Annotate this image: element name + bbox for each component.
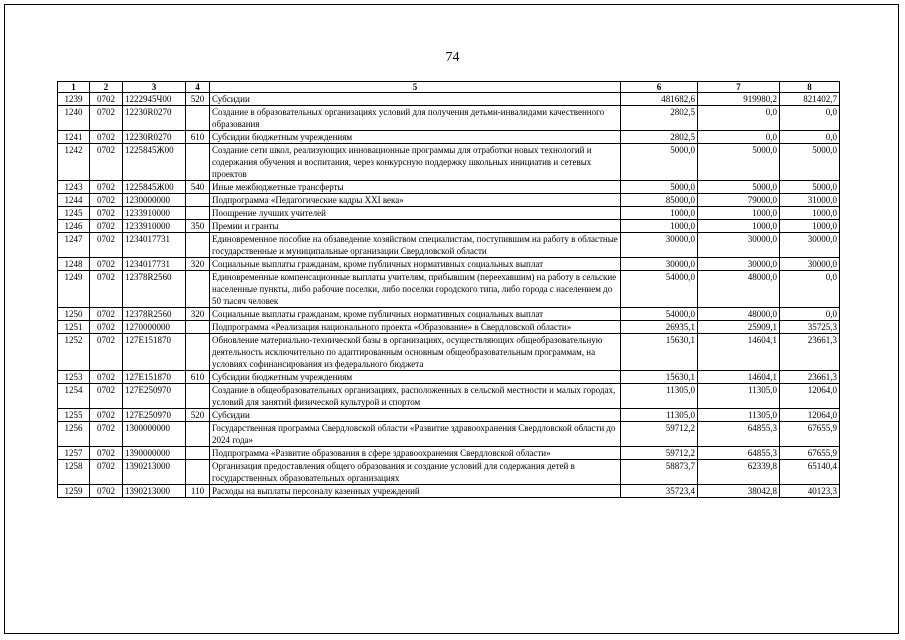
section-code-cell: 0702 <box>90 220 123 233</box>
amount-2023-cell: 30000,0 <box>698 233 780 258</box>
amount-2024-cell: 1000,0 <box>780 207 840 220</box>
amount-2023-cell: 25909,1 <box>698 321 780 334</box>
target-article-cell: 127E151870 <box>123 334 186 371</box>
expense-type-cell: 110 <box>186 485 210 498</box>
amount-2022-cell: 26935,1 <box>621 321 698 334</box>
header-cell: 6 <box>621 82 698 93</box>
section-code-cell: 0702 <box>90 271 123 308</box>
row-number-cell: 1259 <box>58 485 90 498</box>
expense-type-cell <box>186 207 210 220</box>
header-cell: 8 <box>780 82 840 93</box>
description-cell: Социальные выплаты гражданам, кроме публичных нормативных социальных выплат <box>210 308 621 321</box>
row-number-cell: 1252 <box>58 334 90 371</box>
table-row <box>58 258 840 271</box>
description-cell: Премии и гранты <box>210 220 621 233</box>
expense-type-cell <box>186 384 210 409</box>
section-code-cell: 0702 <box>90 334 123 371</box>
amount-2023-cell: 1000,0 <box>698 207 780 220</box>
amount-2022-cell: 35723,4 <box>621 485 698 498</box>
target-article-cell: 127E151870 <box>123 371 186 384</box>
amount-2022-cell: 11305,0 <box>621 384 698 409</box>
description-cell: Поощрение лучших учителей <box>210 207 621 220</box>
target-article-cell: 1222945Ч00 <box>123 93 186 106</box>
section-code-cell: 0702 <box>90 106 123 131</box>
description-cell: Государственная программа Свердловской области «Развитие здравоохранения Свердловской области до 2024 года» <box>210 422 621 447</box>
table-row <box>58 233 840 258</box>
expense-type-cell <box>186 422 210 447</box>
table-row <box>58 207 840 220</box>
section-code-cell: 0702 <box>90 371 123 384</box>
table-row <box>58 106 840 131</box>
amount-2024-cell: 0,0 <box>780 308 840 321</box>
description-cell: Создание в общеобразовательных организациях, расположенных в сельской местности и малых городах, условий для занятий физической культурой и спортом <box>210 384 621 409</box>
description-cell: Расходы на выплаты персоналу казенных учреждений <box>210 485 621 498</box>
expense-type-cell: 610 <box>186 131 210 144</box>
expense-type-cell <box>186 334 210 371</box>
target-article-cell: 1225845Ж00 <box>123 181 186 194</box>
table-row <box>58 485 840 498</box>
section-code-cell: 0702 <box>90 384 123 409</box>
amount-2023-cell: 919980,2 <box>698 93 780 106</box>
row-number-cell: 1246 <box>58 220 90 233</box>
target-article-cell: 1234017731 <box>123 233 186 258</box>
amount-2023-cell: 14604,1 <box>698 371 780 384</box>
table-row <box>58 194 840 207</box>
description-cell: Подпрограмма «Развитие образования в сфере здравоохранения Свердловской области» <box>210 447 621 460</box>
table-row <box>58 93 840 106</box>
amount-2024-cell: 5000,0 <box>780 144 840 181</box>
amount-2022-cell: 1000,0 <box>621 207 698 220</box>
section-code-cell: 0702 <box>90 181 123 194</box>
description-cell: Обновление материально-технической базы в организациях, осуществляющих общеобразовательную деятельность исключительно по адаптированным основным общеобразовательным программам, на условиях софинансирования из федерального бюджета <box>210 334 621 371</box>
description-cell: Организация предоставления общего образования и создание условий для содержания детей в государственных образовательных организациях <box>210 460 621 485</box>
amount-2024-cell: 0,0 <box>780 131 840 144</box>
amount-2024-cell: 12064,0 <box>780 409 840 422</box>
section-code-cell: 0702 <box>90 207 123 220</box>
table-row <box>58 131 840 144</box>
amount-2023-cell: 14604,1 <box>698 334 780 371</box>
amount-2022-cell: 30000,0 <box>621 258 698 271</box>
row-number-cell: 1256 <box>58 422 90 447</box>
section-code-cell: 0702 <box>90 233 123 258</box>
table-row <box>58 144 840 181</box>
amount-2024-cell: 821402,7 <box>780 93 840 106</box>
section-code-cell: 0702 <box>90 485 123 498</box>
description-cell: Подпрограмма «Педагогические кадры XXI века» <box>210 194 621 207</box>
header-cell: 5 <box>210 82 621 93</box>
target-article-cell: 1225845Ж00 <box>123 144 186 181</box>
header-cell: 2 <box>90 82 123 93</box>
amount-2022-cell: 5000,0 <box>621 181 698 194</box>
row-number-cell: 1249 <box>58 271 90 308</box>
target-article-cell: 1230000000 <box>123 194 186 207</box>
expense-type-cell: 520 <box>186 93 210 106</box>
row-number-cell: 1253 <box>58 371 90 384</box>
expense-type-cell <box>186 144 210 181</box>
section-code-cell: 0702 <box>90 308 123 321</box>
amount-2022-cell: 481682,6 <box>621 93 698 106</box>
target-article-cell: 1390000000 <box>123 447 186 460</box>
description-cell: Социальные выплаты гражданам, кроме публичных нормативных социальных выплат <box>210 258 621 271</box>
amount-2022-cell: 5000,0 <box>621 144 698 181</box>
row-number-cell: 1255 <box>58 409 90 422</box>
amount-2024-cell: 31000,0 <box>780 194 840 207</box>
header-row <box>58 82 840 93</box>
amount-2022-cell: 54000,0 <box>621 271 698 308</box>
target-article-cell: 127E250970 <box>123 409 186 422</box>
description-cell: Создание в образовательных организациях условий для получения детьми-инвалидами качественного образования <box>210 106 621 131</box>
expense-type-cell <box>186 447 210 460</box>
amount-2024-cell: 65140,4 <box>780 460 840 485</box>
expense-type-cell <box>186 271 210 308</box>
description-cell: Субсидии <box>210 93 621 106</box>
expense-type-cell: 320 <box>186 308 210 321</box>
amount-2023-cell: 0,0 <box>698 131 780 144</box>
table-row <box>58 422 840 447</box>
amount-2023-cell: 48000,0 <box>698 308 780 321</box>
table-row <box>58 460 840 485</box>
description-cell: Субсидии <box>210 409 621 422</box>
amount-2024-cell: 30000,0 <box>780 233 840 258</box>
target-article-cell: 127E250970 <box>123 384 186 409</box>
amount-2023-cell: 64855,3 <box>698 422 780 447</box>
amount-2023-cell: 48000,0 <box>698 271 780 308</box>
amount-2023-cell: 11305,0 <box>698 409 780 422</box>
expense-type-cell: 540 <box>186 181 210 194</box>
amount-2022-cell: 15630,1 <box>621 371 698 384</box>
amount-2023-cell: 62339,8 <box>698 460 780 485</box>
description-cell: Иные межбюджетные трансферты <box>210 181 621 194</box>
table-row <box>58 308 840 321</box>
target-article-cell: 1234017731 <box>123 258 186 271</box>
row-number-cell: 1251 <box>58 321 90 334</box>
row-number-cell: 1243 <box>58 181 90 194</box>
amount-2024-cell: 30000,0 <box>780 258 840 271</box>
table-row <box>58 220 840 233</box>
row-number-cell: 1254 <box>58 384 90 409</box>
amount-2022-cell: 2802,5 <box>621 131 698 144</box>
row-number-cell: 1242 <box>58 144 90 181</box>
amount-2024-cell: 5000,0 <box>780 181 840 194</box>
amount-2022-cell: 85000,0 <box>621 194 698 207</box>
section-code-cell: 0702 <box>90 422 123 447</box>
amount-2023-cell: 38042,8 <box>698 485 780 498</box>
target-article-cell: 12378R2560 <box>123 308 186 321</box>
row-number-cell: 1258 <box>58 460 90 485</box>
amount-2022-cell: 30000,0 <box>621 233 698 258</box>
amount-2024-cell: 12064,0 <box>780 384 840 409</box>
target-article-cell: 1233910000 <box>123 207 186 220</box>
amount-2022-cell: 11305,0 <box>621 409 698 422</box>
description-cell: Подпрограмма «Реализация национального проекта «Образование» в Свердловской области» <box>210 321 621 334</box>
expense-type-cell: 320 <box>186 258 210 271</box>
section-code-cell: 0702 <box>90 93 123 106</box>
section-code-cell: 0702 <box>90 409 123 422</box>
amount-2023-cell: 5000,0 <box>698 181 780 194</box>
target-article-cell: 12230R0270 <box>123 131 186 144</box>
amount-2023-cell: 0,0 <box>698 106 780 131</box>
target-article-cell: 1390213000 <box>123 460 186 485</box>
amount-2024-cell: 0,0 <box>780 106 840 131</box>
table-row <box>58 334 840 371</box>
amount-2024-cell: 23661,3 <box>780 371 840 384</box>
row-number-cell: 1244 <box>58 194 90 207</box>
description-cell: Субсидии бюджетным учреждениям <box>210 131 621 144</box>
page-number: 74 <box>445 50 460 65</box>
row-number-cell: 1241 <box>58 131 90 144</box>
target-article-cell: 1390213000 <box>123 485 186 498</box>
amount-2022-cell: 2802,5 <box>621 106 698 131</box>
amount-2022-cell: 54000,0 <box>621 308 698 321</box>
amount-2024-cell: 23661,3 <box>780 334 840 371</box>
row-number-cell: 1247 <box>58 233 90 258</box>
expense-type-cell <box>186 194 210 207</box>
table-row <box>58 371 840 384</box>
target-article-cell: 1233910000 <box>123 220 186 233</box>
amount-2022-cell: 58873,7 <box>621 460 698 485</box>
header-cell: 3 <box>123 82 186 93</box>
table-row <box>58 447 840 460</box>
amount-2022-cell: 59712,2 <box>621 422 698 447</box>
amount-2023-cell: 1000,0 <box>698 220 780 233</box>
amount-2024-cell: 67655,9 <box>780 447 840 460</box>
amount-2024-cell: 40123,3 <box>780 485 840 498</box>
expense-type-cell <box>186 106 210 131</box>
section-code-cell: 0702 <box>90 194 123 207</box>
expense-type-cell <box>186 460 210 485</box>
amount-2022-cell: 1000,0 <box>621 220 698 233</box>
table-row <box>58 271 840 308</box>
target-article-cell: 1270000000 <box>123 321 186 334</box>
amount-2023-cell: 11305,0 <box>698 384 780 409</box>
amount-2022-cell: 15630,1 <box>621 334 698 371</box>
description-cell: Создание сети школ, реализующих инновационные программы для отработки новых технологий и содержания обучения и воспитания, через конкурсную поддержку школьных инициатив и сетевых проектов <box>210 144 621 181</box>
budget-table <box>57 81 840 498</box>
target-article-cell: 12378R2560 <box>123 271 186 308</box>
header-cell: 7 <box>698 82 780 93</box>
header-cell: 4 <box>186 82 210 93</box>
description-cell: Субсидии бюджетным учреждениям <box>210 371 621 384</box>
target-article-cell: 12230R0270 <box>123 106 186 131</box>
expense-type-cell: 520 <box>186 409 210 422</box>
row-number-cell: 1239 <box>58 93 90 106</box>
target-article-cell: 1300000000 <box>123 422 186 447</box>
amount-2023-cell: 30000,0 <box>698 258 780 271</box>
table-row <box>58 384 840 409</box>
row-number-cell: 1257 <box>58 447 90 460</box>
section-code-cell: 0702 <box>90 258 123 271</box>
amount-2023-cell: 79000,0 <box>698 194 780 207</box>
table-row <box>58 321 840 334</box>
header-cell: 1 <box>58 82 90 93</box>
description-cell: Единовременные компенсационные выплаты учителям, прибывшим (переехавшим) на работу в сельские населенные пункты, либо рабочие поселки, либо поселки городского типа, либо города с населением до 50 тысяч человек <box>210 271 621 308</box>
expense-type-cell: 350 <box>186 220 210 233</box>
row-number-cell: 1250 <box>58 308 90 321</box>
amount-2024-cell: 67655,9 <box>780 422 840 447</box>
description-cell: Единовременное пособие на обзаведение хозяйством специалистам, поступившим на работу в областные государственные и муниципальные организации Свердловской области <box>210 233 621 258</box>
amount-2024-cell: 0,0 <box>780 271 840 308</box>
row-number-cell: 1240 <box>58 106 90 131</box>
section-code-cell: 0702 <box>90 321 123 334</box>
amount-2023-cell: 5000,0 <box>698 144 780 181</box>
table-row <box>58 409 840 422</box>
amount-2024-cell: 35725,3 <box>780 321 840 334</box>
expense-type-cell <box>186 321 210 334</box>
amount-2022-cell: 59712,2 <box>621 447 698 460</box>
amount-2023-cell: 64855,3 <box>698 447 780 460</box>
table-row <box>58 181 840 194</box>
expense-type-cell: 610 <box>186 371 210 384</box>
section-code-cell: 0702 <box>90 131 123 144</box>
section-code-cell: 0702 <box>90 447 123 460</box>
amount-2024-cell: 1000,0 <box>780 220 840 233</box>
section-code-cell: 0702 <box>90 460 123 485</box>
row-number-cell: 1248 <box>58 258 90 271</box>
row-number-cell: 1245 <box>58 207 90 220</box>
expense-type-cell <box>186 233 210 258</box>
section-code-cell: 0702 <box>90 144 123 181</box>
